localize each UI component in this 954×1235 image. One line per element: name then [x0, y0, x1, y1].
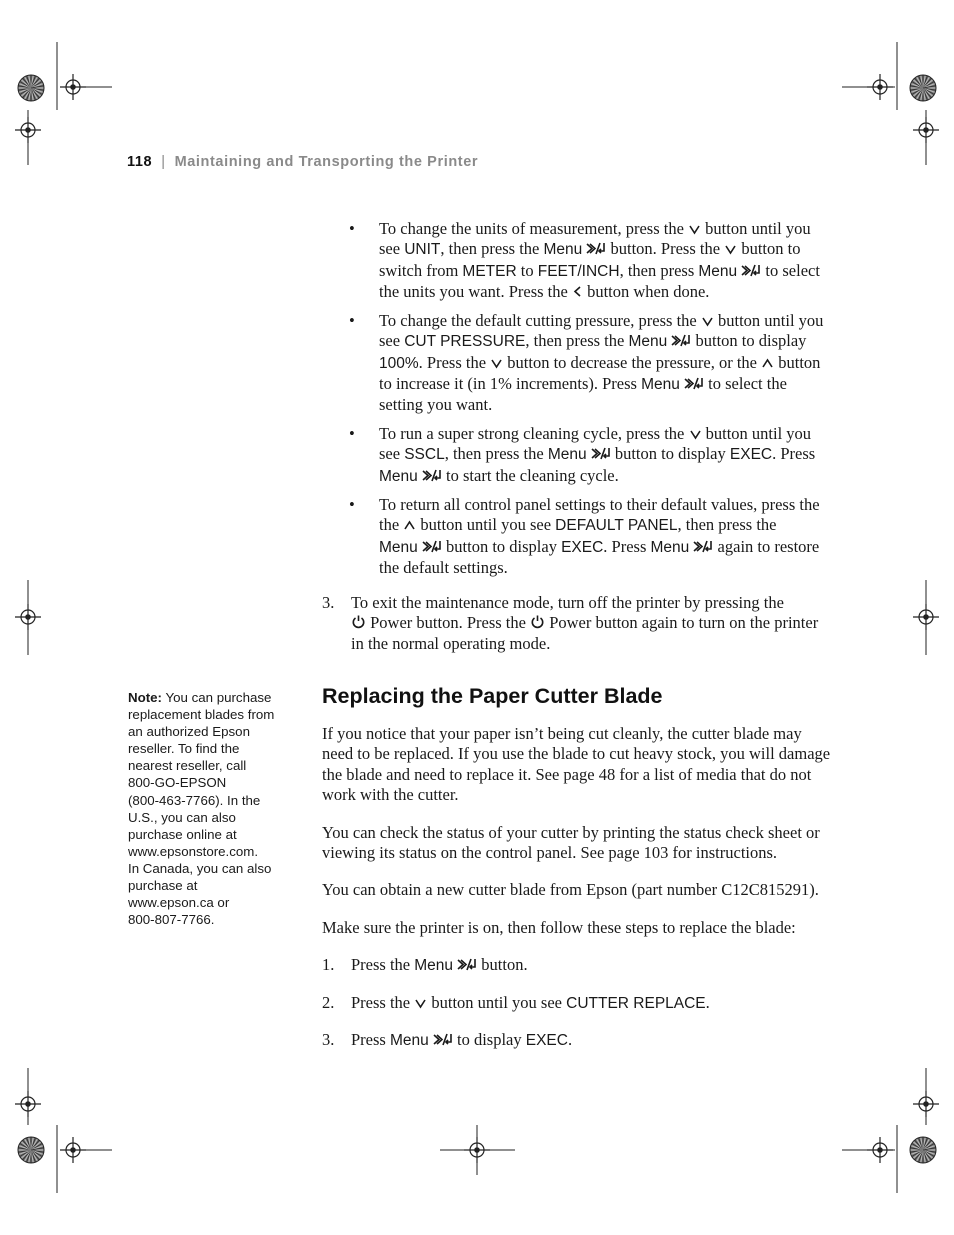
text-line: see UNIT, then press the Menu button. Press the button to — [379, 239, 801, 259]
text-line: to increase it (in 1% increments). Press Menu to select the — [379, 373, 787, 393]
ui-term: Menu — [698, 262, 738, 280]
page-number: 118 — [127, 154, 153, 170]
chapter-title: Maintaining and Transporting the Printer — [174, 154, 479, 170]
text-line: To exit the maintenance mode, turn off the printer by pressing the — [351, 593, 784, 612]
ui-term: Menu — [650, 538, 690, 556]
text-line: 100%. Press the button to decrease the pressure, or the button — [379, 352, 821, 372]
text-line: viewing its status on the control panel. See page 103 for instructions. — [322, 843, 778, 863]
ui-term: UNIT — [404, 241, 441, 259]
step-number: 2. — [322, 993, 335, 1012]
starburst-mark — [18, 1137, 44, 1163]
step-text: Press Menu to display EXEC. — [351, 1030, 573, 1049]
text-line: need to be replaced. If you use the blade to cut heavy stock, you will damage — [322, 744, 831, 764]
ui-term: Menu — [389, 1032, 429, 1049]
text-line: Power button. Press the Power button again to turn on the printer — [351, 613, 827, 633]
text-line: If you notice that your paper isn’t being cut cleanly, the cutter blade may — [322, 724, 802, 743]
step-text: Press the button until you see CUTTER REPLACE. — [351, 993, 710, 1012]
text-line: To run a super strong cleaning cycle, press the button until you — [379, 424, 812, 443]
text-line: setting you want. — [379, 395, 493, 415]
starburst-mark — [910, 1137, 936, 1163]
text-line: Menu to start the cleaning cycle. — [379, 465, 619, 485]
ui-term: EXEC — [561, 538, 604, 556]
ui-term: Menu — [641, 375, 680, 393]
ui-term: Menu — [543, 241, 583, 259]
text-line: You can obtain a new cutter blade from Epson (part number C12C815291). — [322, 880, 819, 899]
ui-term: Menu — [547, 446, 587, 464]
ui-term: EXEC — [729, 446, 773, 464]
starburst-mark — [910, 75, 936, 101]
text-line: work with the cutter. — [322, 784, 459, 804]
text-line: the blade and need to replace it. See page 48 for a list of media that do not — [322, 764, 812, 784]
ui-term: Menu — [414, 957, 454, 974]
ui-term: DEFAULT PANEL — [555, 517, 678, 535]
ui-term: CUTTER REPLACE — [566, 995, 706, 1012]
ui-term: Menu — [379, 467, 418, 485]
step-number: 3. — [322, 593, 335, 612]
text-line: You can check the status of your cutter by printing the status check sheet or — [322, 823, 820, 842]
text-line: switch from METER to FEET/INCH, then press Menu to select — [379, 260, 820, 280]
ui-term: METER — [462, 262, 517, 280]
ui-term: Menu — [379, 538, 418, 556]
ui-term: 100% — [379, 354, 419, 372]
step-number: 3. — [322, 1030, 335, 1049]
step-text: Press the Menu button. — [351, 955, 528, 974]
section-heading: Replacing the Paper Cutter Blade — [322, 684, 663, 708]
note-label: Note: — [128, 690, 162, 705]
ui-term: FEET/INCH — [537, 262, 620, 280]
text-line: To change the default cutting pressure, press the button until you — [379, 311, 824, 330]
ui-term: SSCL — [404, 446, 445, 464]
ui-term: Menu — [628, 333, 668, 351]
text-line: the units you want. Press the button when done. — [379, 281, 710, 301]
text-line: see SSCL, then press the Menu button to display EXEC. Press — [379, 444, 816, 464]
step-number: 1. — [322, 955, 335, 974]
ui-term: EXEC — [525, 1032, 568, 1049]
note-text: You can purchase replacement blades from an authorized Epson reseller. To find the nearest reseller, call 800-GO-EPSON (800-463-7766). In the U.S., you can also purchase online at www.epsonstore.com. In Canada, you can also purchase at www.epson.ca or 800-807-7766. — [128, 690, 275, 928]
text-line: To change the units of measurement, press the button until you — [379, 219, 811, 238]
text-line: the button until you see DEFAULT PANEL, then press the — [379, 515, 777, 535]
ui-term: CUT PRESSURE — [404, 333, 526, 351]
text-line: To return all control panel settings to their default values, press the — [379, 495, 820, 514]
text-line: Make sure the printer is on, then follow these steps to replace the blade: — [322, 918, 796, 937]
header-separator: | — [161, 154, 166, 170]
text-line: in the normal operating mode. — [351, 633, 551, 653]
text-line: the default settings. — [379, 557, 508, 577]
text-line: see CUT PRESSURE, then press the Menu button to display — [379, 331, 807, 351]
starburst-mark — [18, 75, 44, 101]
text-line: Menu button to display EXEC. Press Menu again to restore — [379, 536, 820, 556]
